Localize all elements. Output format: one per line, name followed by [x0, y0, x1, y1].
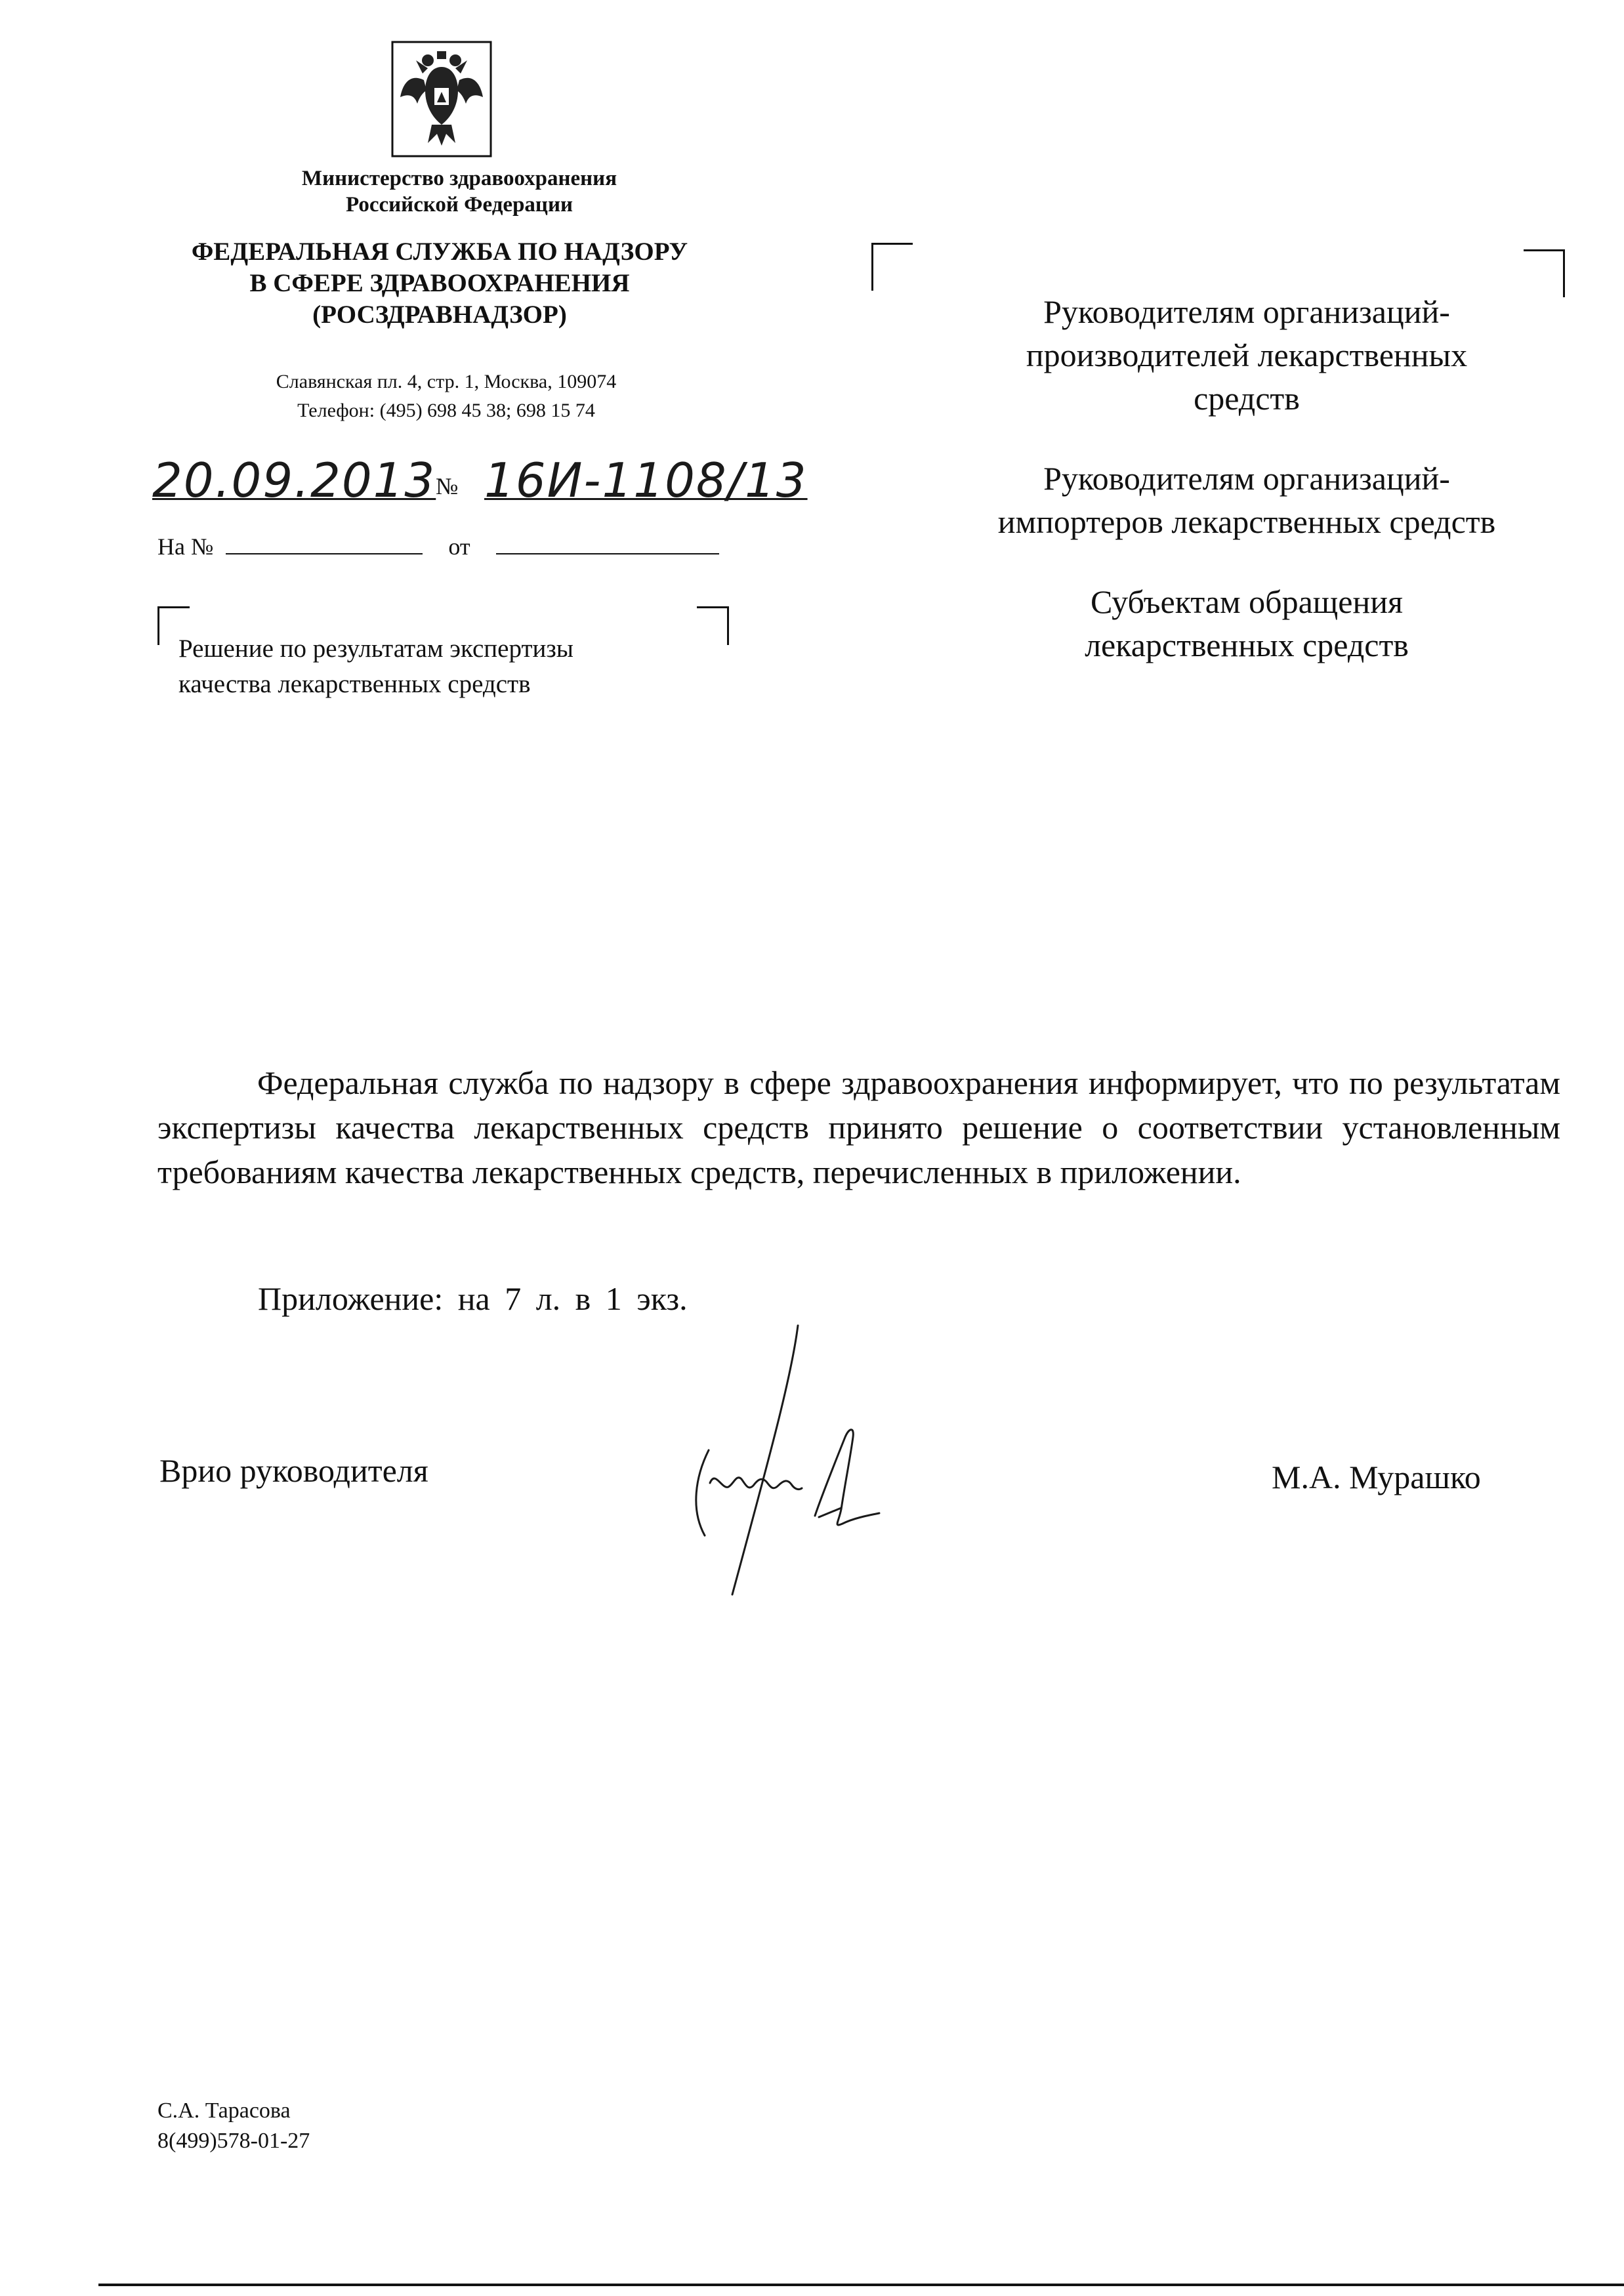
- signatory-name: М.А. Мурашко: [1272, 1459, 1481, 1495]
- ministry-line-1: Министерство здравоохранения: [301, 167, 617, 190]
- number-sign: №: [436, 473, 459, 499]
- service-address: [197, 367, 696, 425]
- from-label: от: [448, 533, 470, 560]
- ministry-name: [217, 165, 702, 218]
- service-line-1: ФЕДЕРАЛЬНАЯ СЛУЖБА ПО НАДЗОРУ: [191, 238, 688, 266]
- addressee-subjects: [906, 580, 1588, 667]
- addressee-line: производителей лекарственных: [1026, 337, 1468, 373]
- addressee-line: лекарственных средств: [1085, 627, 1409, 663]
- body-paragraph: Федеральная служба по надзору в сфере здравоохранения информирует, что по результатам экспертизы качества лекарственных средств принято решение о соответствии установленным требованиям качества лекарственных средств, перечисленных в приложении.: [157, 1064, 1560, 1190]
- service-line-2: В СФЕРЕ ЗДРАВООХРАНЕНИЯ: [249, 269, 630, 297]
- subject: [178, 631, 730, 702]
- page-bottom-rule: [98, 2284, 1624, 2286]
- russian-coat-of-arms-icon: [391, 41, 492, 157]
- signatory-position: Врио руководителя: [159, 1452, 428, 1489]
- addressee-manufacturers: [906, 290, 1588, 420]
- addressee-line: средств: [1194, 380, 1300, 417]
- registration-number: 16И-1108/13: [484, 453, 808, 508]
- executor-name: С.А. Тарасова: [157, 2098, 291, 2123]
- ministry-line-2: Российской Федерации: [346, 193, 573, 217]
- attachment-note: Приложение: на 7 л. в 1 экз.: [258, 1280, 688, 1317]
- reply-reference: [157, 533, 719, 560]
- service-name: [138, 236, 741, 331]
- executor: [157, 2096, 310, 2156]
- phone-numbers: Телефон: (495) 698 45 38; 698 15 74: [297, 400, 595, 421]
- addressee-line: импортеров лекарственных средств: [997, 503, 1496, 540]
- addressee-importers: [906, 457, 1588, 543]
- registration-date: 20.09.2013: [152, 453, 436, 508]
- reply-date-blank: [496, 533, 719, 554]
- addressee-line: Руководителям организаций-: [1043, 293, 1450, 330]
- addressee-line: Руководителям организаций-: [1043, 460, 1450, 497]
- reply-number-blank: [226, 533, 423, 554]
- addressee-line: Субъектам обращения: [1091, 583, 1403, 620]
- executor-phone: 8(499)578-01-27: [157, 2129, 310, 2153]
- addressees: [906, 290, 1588, 703]
- addressee-corner-left: [871, 243, 913, 291]
- reply-to-label: На №: [157, 533, 214, 560]
- subject-line-2: качества лекарственных средств: [178, 670, 531, 698]
- handwritten-signature: [669, 1319, 945, 1608]
- service-line-3: (РОСЗДРАВНАДЗОР): [312, 301, 567, 329]
- subject-line-1: Решение по результатам экспертизы: [178, 635, 573, 663]
- postal-address: Славянская пл. 4, стр. 1, Москва, 109074: [276, 371, 617, 392]
